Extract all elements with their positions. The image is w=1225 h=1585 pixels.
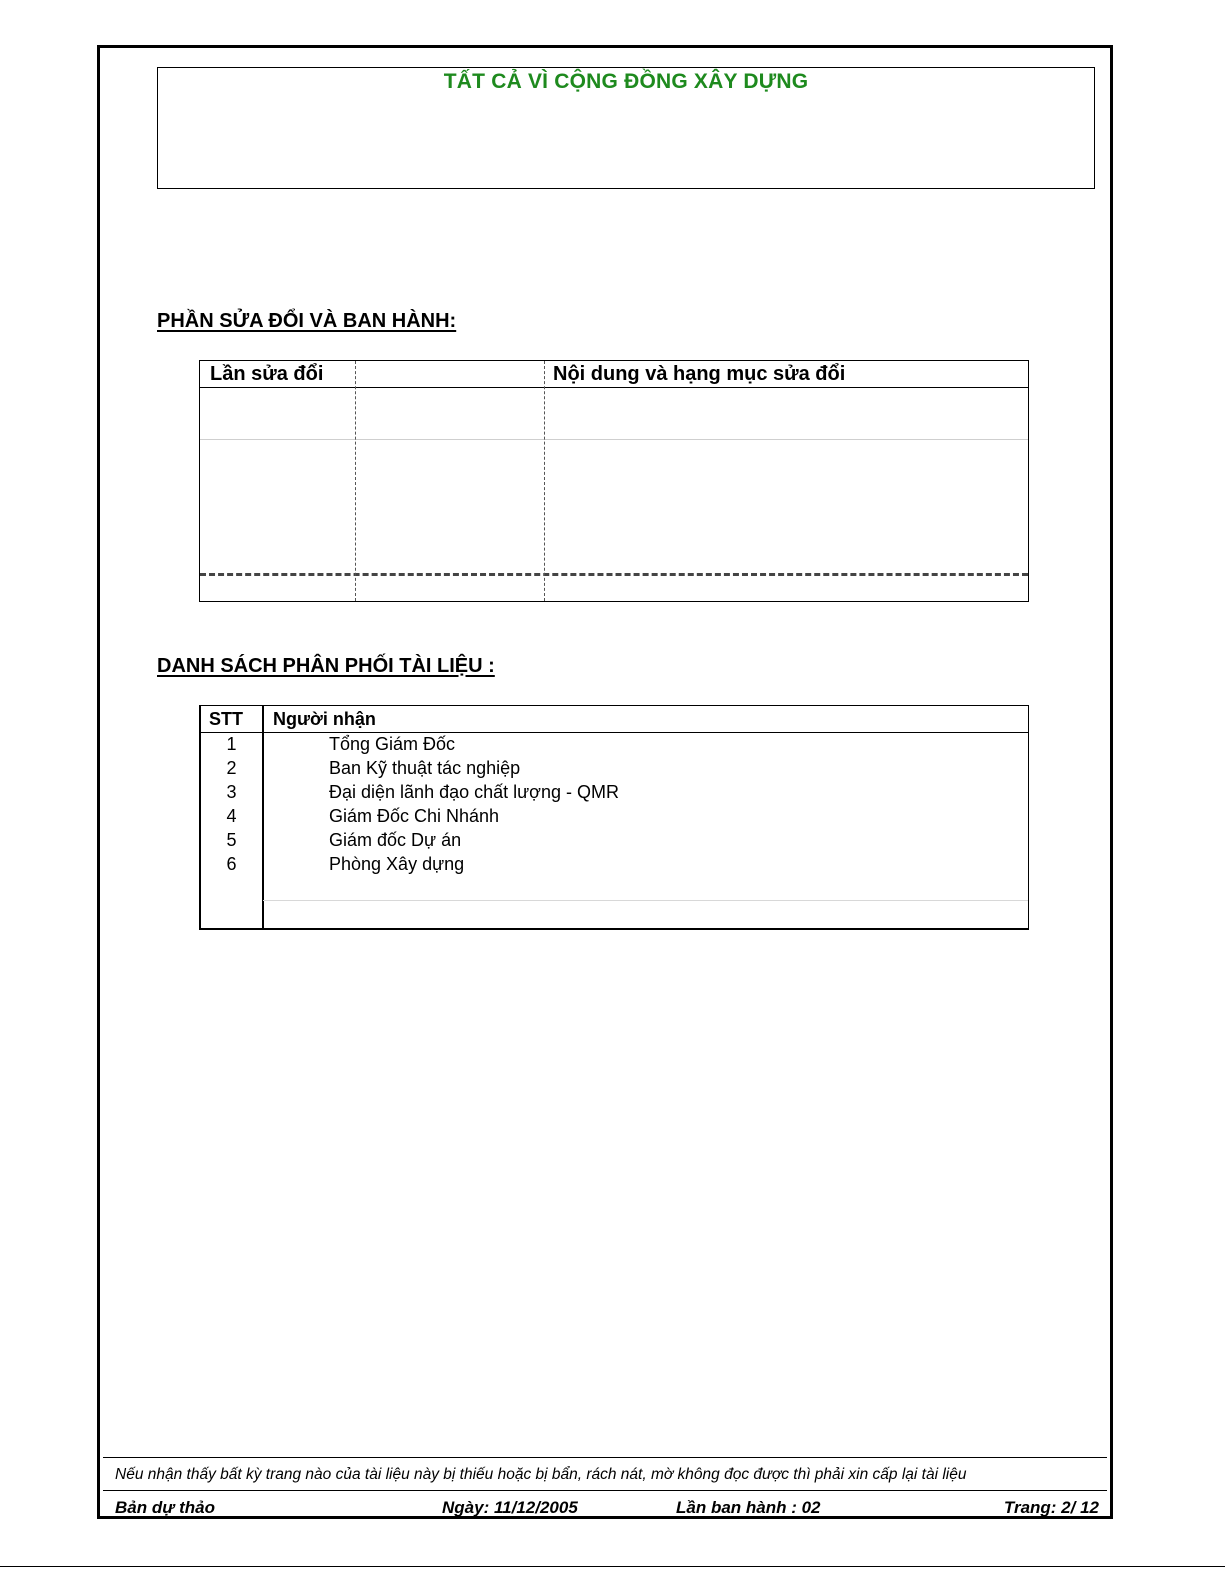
row-stt: 5: [226, 830, 237, 850]
row-recipient: Giám đốc Dự án: [329, 830, 462, 850]
row-stt: 4: [226, 806, 237, 826]
distribution-row-divider: [263, 900, 1028, 901]
row-recipient: Phòng Xây dựng: [329, 854, 465, 874]
header-title: TẤT CẢ VÌ CỘNG ĐỒNG XÂY DỰNG: [443, 70, 809, 93]
row-recipient: Tổng Giám Đốc: [329, 734, 456, 754]
footer-divider: [103, 1457, 1107, 1458]
row-stt: 1: [226, 734, 237, 754]
footer-date: Ngày: 11/12/2005: [442, 1498, 578, 1517]
revision-row-divider: [200, 573, 1028, 576]
distribution-col-recipient: Người nhận: [273, 709, 376, 729]
page-bottom-rule: [0, 1566, 1225, 1567]
distribution-header-row: [201, 706, 1028, 733]
row-stt: 3: [226, 782, 237, 802]
distribution-heading: DANH SÁCH PHÂN PHỐI TÀI LIỆU :: [157, 655, 495, 677]
distribution-col-stt: STT: [209, 709, 243, 729]
document-header: [157, 67, 1095, 189]
footer-divider: [103, 1490, 1107, 1491]
table-row: [201, 781, 1028, 805]
row-stt: 2: [226, 758, 237, 778]
footer-status: Bản dự thảo: [115, 1498, 215, 1517]
revision-col-content: Nội dung và hạng mục sửa đổi: [553, 363, 846, 385]
table-row: [201, 733, 1028, 757]
table-row: [201, 829, 1028, 853]
row-recipient: Giám Đốc Chi Nhánh: [329, 806, 500, 826]
revision-col-divider: [544, 361, 545, 601]
table-row: [201, 757, 1028, 781]
row-recipient: Ban Kỹ thuật tác nghiệp: [329, 758, 521, 778]
revision-table: [199, 360, 1029, 602]
table-row: [201, 853, 1028, 877]
revision-col-divider: [355, 361, 356, 601]
revision-heading: PHẦN SỬA ĐỔI VÀ BAN HÀNH:: [157, 310, 457, 332]
distribution-table: [199, 705, 1029, 930]
footer-notice: Nếu nhận thấy bất kỳ trang nào của tài liệu này bị thiếu hoặc bị bẩn, rách nát, mờ không đọc được thì phải xin cấp lại tài liệu: [115, 1466, 967, 1483]
footer-edition: Lần ban hành : 02: [676, 1498, 821, 1517]
row-recipient: Đại diện lãnh đạo chất lượng - QMR: [329, 782, 619, 802]
footer-page-number: Trang: 2/ 12: [1003, 1498, 1099, 1517]
row-stt: 6: [226, 854, 237, 874]
revision-header-divider: [200, 387, 1028, 388]
revision-col-number: Lần sửa đổi: [210, 363, 324, 385]
revision-row-divider: [200, 439, 1028, 440]
table-row: [201, 805, 1028, 829]
